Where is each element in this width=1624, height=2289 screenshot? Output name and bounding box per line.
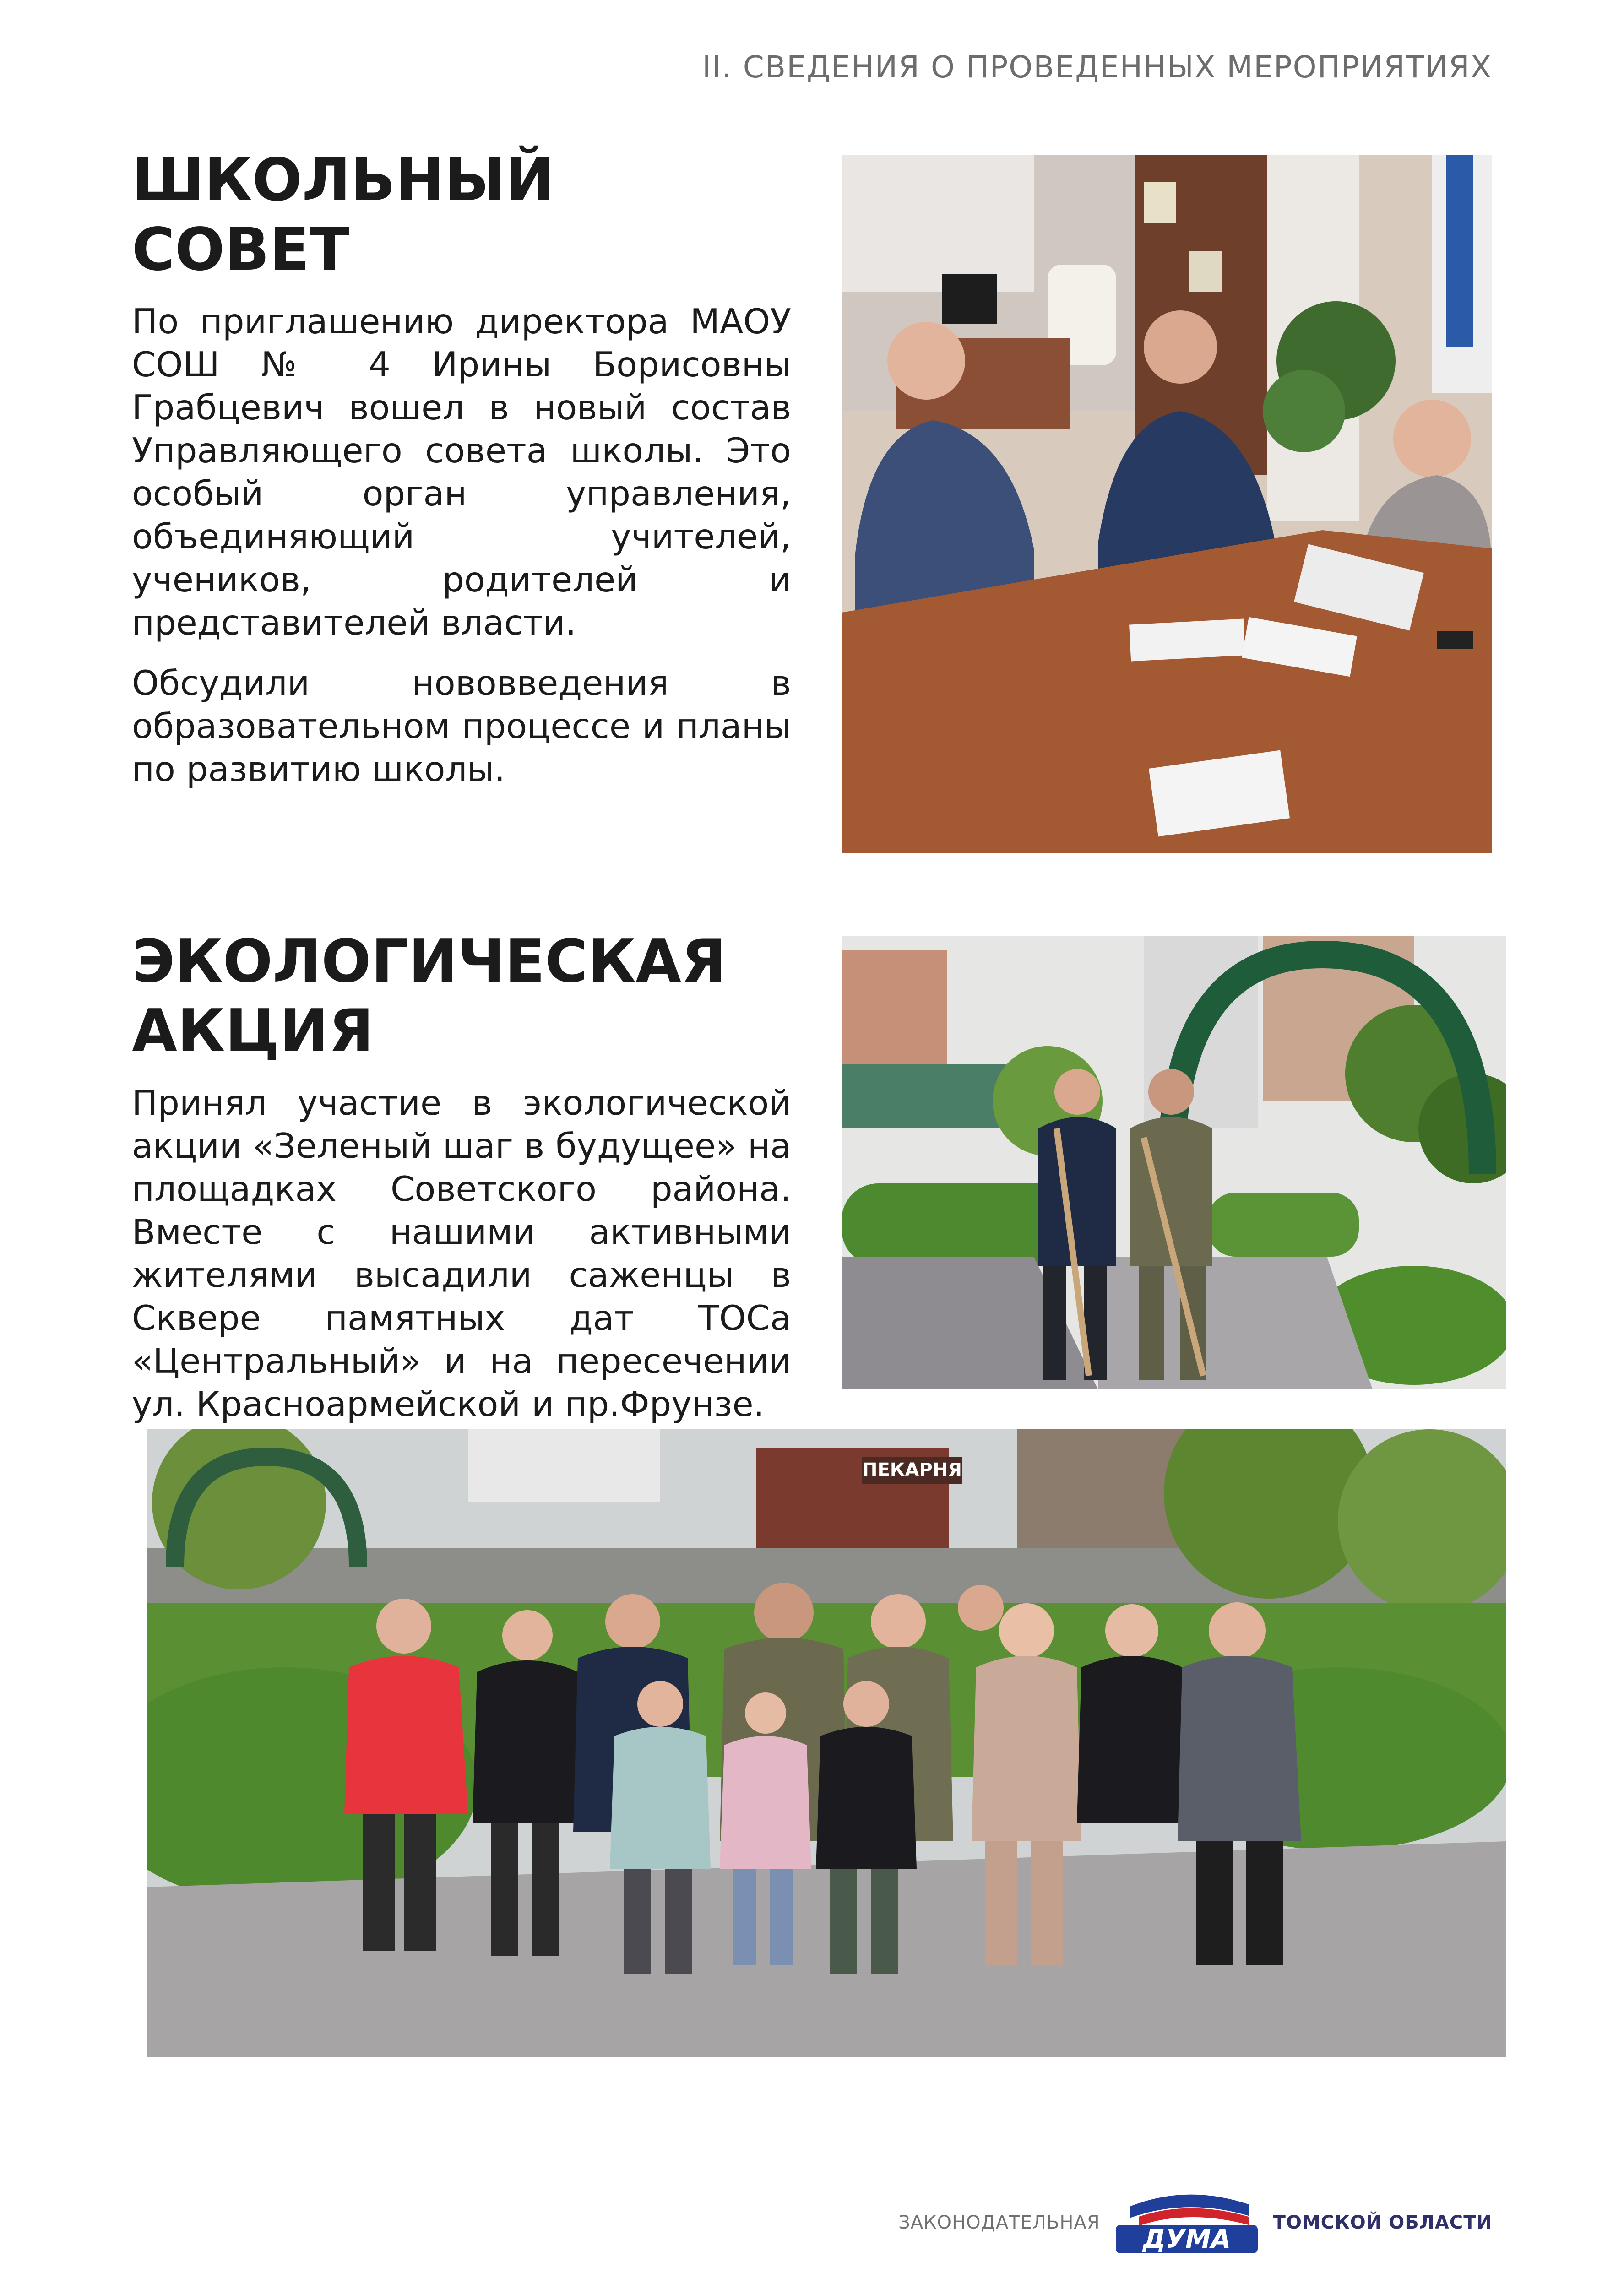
- heading-line: ШКОЛЬНЫЙ: [132, 146, 554, 214]
- heading-line: ЭКОЛОГИЧЕСКАЯ: [132, 928, 727, 996]
- tree-planting-photo: [842, 936, 1506, 1389]
- school-council-paragraph-1: По приглашению директора МАОУ СОШ № 4 Ирины Борисовны Грабцевич вошел в новый состав Управляющего совета школы. Это особый орган управления, объединяющий учителей, учеников, родителей и представителей власти.: [132, 301, 791, 643]
- group-photo: [147, 1429, 1506, 2057]
- logo-text: ДУМА: [1142, 2224, 1231, 2254]
- meeting-photo: [842, 155, 1492, 853]
- heading-line: СОВЕТ: [132, 216, 350, 284]
- footer-left-text: ЗАКОНОДАТЕЛЬНАЯ: [898, 2212, 1100, 2233]
- eco-action-heading: [132, 927, 819, 1066]
- school-council-paragraph-2: Обсудили нововведения в образовательном процессе и планы по развитию школы.: [132, 663, 791, 789]
- footer-right-text: ТОМСКОЙ ОБЛАСТИ: [1273, 2212, 1492, 2233]
- footer: [898, 2188, 1492, 2257]
- duma-logo-icon: [1111, 2188, 1262, 2257]
- eco-action-paragraph: Принял участие в экологической акции «Зеленый шаг в будущее» на площадках Советского района. Вместе с нашими активными жителями высадили саженцы в Сквере памятных дат ТОСа «Центральный» и на пересечении ул. Красноармейской и пр.Фрунзе.: [132, 1083, 791, 1424]
- school-council-heading: [132, 146, 819, 285]
- heading-line: АКЦИЯ: [132, 997, 374, 1065]
- section-header: II. СВЕДЕНИЯ О ПРОВЕДЕННЫХ МЕРОПРИЯТИЯХ: [702, 49, 1492, 85]
- bakery-sign: ПЕКАРНЯ: [862, 1459, 962, 1481]
